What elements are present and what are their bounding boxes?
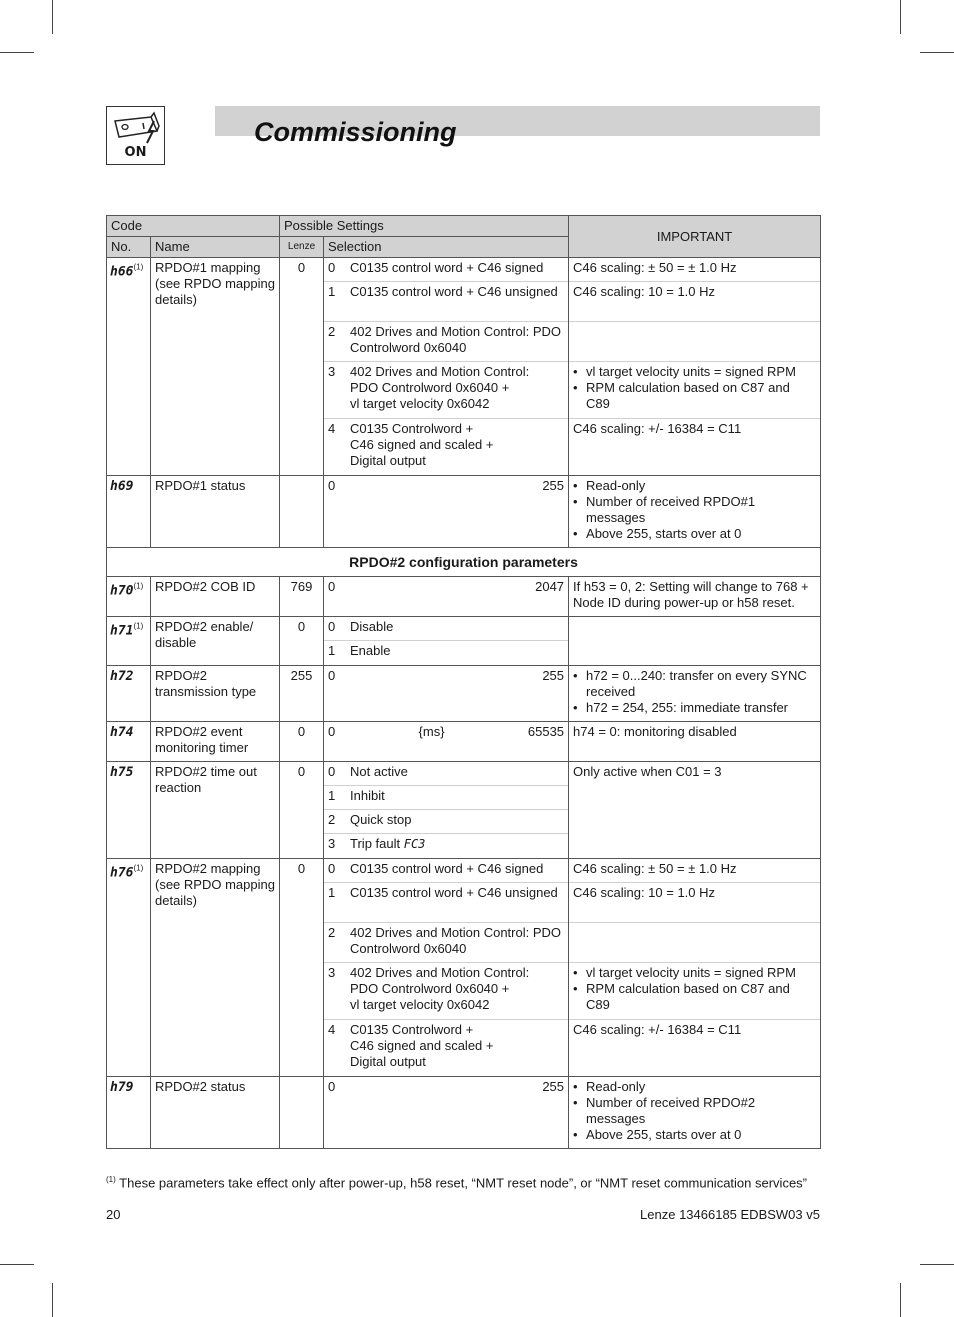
header-code: Code <box>107 216 280 237</box>
footnote <box>106 1175 826 1190</box>
param-code: h75 <box>107 762 151 859</box>
footnote-mark: (1) <box>106 1175 116 1184</box>
fault-code: FC3 <box>403 837 426 851</box>
param-name: RPDO#1 status <box>151 476 280 548</box>
table-row-h72 <box>107 666 821 722</box>
important-notes <box>569 617 821 666</box>
param-name: RPDO#2 enable/ disable <box>151 617 280 666</box>
param-code: h74 <box>107 722 151 762</box>
page-number: 20 <box>106 1207 121 1222</box>
param-code: h79 <box>107 1077 151 1149</box>
header-possible-settings: Possible Settings <box>280 216 569 237</box>
value-range: 0 255 <box>324 476 569 548</box>
page-title: Commissioning <box>254 117 457 147</box>
param-code: h76$^{(1)}$ <box>107 859 151 1077</box>
document-reference: Lenze 13466185 EDBSW03 v5 <box>640 1207 820 1222</box>
important-notes: Only active when C01 = 3 <box>569 762 821 859</box>
param-name: RPDO#2 time out reaction <box>151 762 280 859</box>
lenze-value: 769 <box>280 577 324 617</box>
param-name: RPDO#2 status <box>151 1077 280 1149</box>
table-row-h76 <box>107 859 821 1077</box>
header-lenze: Lenze <box>280 237 324 258</box>
param-code: h71$^{(1)}$ <box>107 617 151 666</box>
table-row-h74 <box>107 722 821 762</box>
lenze-value <box>280 476 324 548</box>
power-switch-logo <box>106 106 165 165</box>
selection-list: 0 Disable 1 Enable <box>324 617 569 666</box>
value-range: 0 255 <box>324 1077 569 1149</box>
power-switch-icon <box>107 107 164 145</box>
param-code: h70$^{(1)}$ <box>107 577 151 617</box>
logo-on-text: ON <box>124 145 147 160</box>
param-code: h72 <box>107 666 151 722</box>
important-notes: • h72 = 0...240: transfer on every SYNC received • h72 = 254, 255: immediate transfer <box>569 666 821 722</box>
param-name: RPDO#2 transmission type <box>151 666 280 722</box>
important-notes: • Read-only • Number of received RPDO#1 messages • Above 255, starts over at 0 <box>569 476 821 548</box>
crop-mark <box>900 0 901 34</box>
table-row-h79 <box>107 1077 821 1149</box>
lenze-value: 0 <box>280 762 324 859</box>
value-range: 0 {ms} 65535 <box>324 722 569 762</box>
table-row-h75 <box>107 762 821 859</box>
crop-mark <box>0 52 34 53</box>
param-name: RPDO#1 mapping (see RPDO mapping details) <box>151 258 280 476</box>
section-header-row <box>107 548 821 577</box>
lenze-value <box>280 1077 324 1149</box>
important-notes: If h53 = 0, 2: Setting will change to 768 + Node ID during power-up or h58 reset. <box>569 577 821 617</box>
selection-list: 0 C0135 control word + C46 signed 1 C0135 control word + C46 unsigned 2 402 Drives and Motion Control: PDO Controlword 0x6040 3 402 Drives and Motion Control: PDO Controlword 0x6040 + vl target velocity 0x6042 4 C0135 Controlword + C46 signed and scaled + Digital output <box>324 258 569 476</box>
crop-mark <box>900 1283 901 1317</box>
param-name: RPDO#2 event monitoring timer <box>151 722 280 762</box>
table-row-h71 <box>107 617 821 666</box>
selection-list: 0 Not active 1 Inhibit 2 Quick stop 3 Trip fault FC3 <box>324 762 569 859</box>
lenze-value: 0 <box>280 722 324 762</box>
parameter-table <box>106 215 821 1149</box>
important-notes: • Read-only • Number of received RPDO#2 messages • Above 255, starts over at 0 <box>569 1077 821 1149</box>
lenze-value: 0 <box>280 859 324 1077</box>
lenze-value: 0 <box>280 258 324 476</box>
table-row-h69 <box>107 476 821 548</box>
table-row-h70 <box>107 577 821 617</box>
crop-mark <box>920 52 954 53</box>
param-code: h69 <box>107 476 151 548</box>
important-notes: C46 scaling: ± 50 = ± 1.0 Hz C46 scaling: 10 = 1.0 Hz • vl target velocity units = signed RPM • RPM calculation based on C87 and C89 C46 scaling: +/- 16384 = C11 <box>569 859 821 1077</box>
param-name: RPDO#2 COB ID <box>151 577 280 617</box>
value-range: 0 2047 <box>324 577 569 617</box>
header-no: No. <box>107 237 151 258</box>
selection-list: 0 C0135 control word + C46 signed 1 C0135 control word + C46 unsigned 2 402 Drives and Motion Control: PDO Controlword 0x6040 3 402 Drives and Motion Control: PDO Controlword 0x6040 + vl target velocity 0x6042 4 C0135 Controlword + C46 signed and scaled + Digital output <box>324 859 569 1077</box>
crop-mark <box>52 0 53 34</box>
header-name: Name <box>151 237 280 258</box>
value-range: 0 255 <box>324 666 569 722</box>
important-notes: C46 scaling: ± 50 = ± 1.0 Hz C46 scaling: 10 = 1.0 Hz • vl target velocity units = signed RPM • RPM calculation based on C87 and C89 C46 scaling: +/- 16384 = C11 <box>569 258 821 476</box>
header-important: IMPORTANT <box>569 216 821 258</box>
crop-mark <box>52 1283 53 1317</box>
crop-mark <box>920 1264 954 1265</box>
table-row-h66 <box>107 258 821 476</box>
lenze-value: 255 <box>280 666 324 722</box>
header-selection: Selection <box>324 237 569 258</box>
important-notes: h74 = 0: monitoring disabled <box>569 722 821 762</box>
lenze-value: 0 <box>280 617 324 666</box>
footnote-text: These parameters take effect only after power-up, h58 reset, “NMT reset node”, or “NMT reset communication services” <box>119 1175 808 1191</box>
section-title: RPDO#2 configuration parameters <box>107 548 821 577</box>
param-code: h66$^{(1)}$ <box>107 258 151 476</box>
crop-mark <box>0 1264 34 1265</box>
param-name: RPDO#2 mapping (see RPDO mapping details) <box>151 859 280 1077</box>
